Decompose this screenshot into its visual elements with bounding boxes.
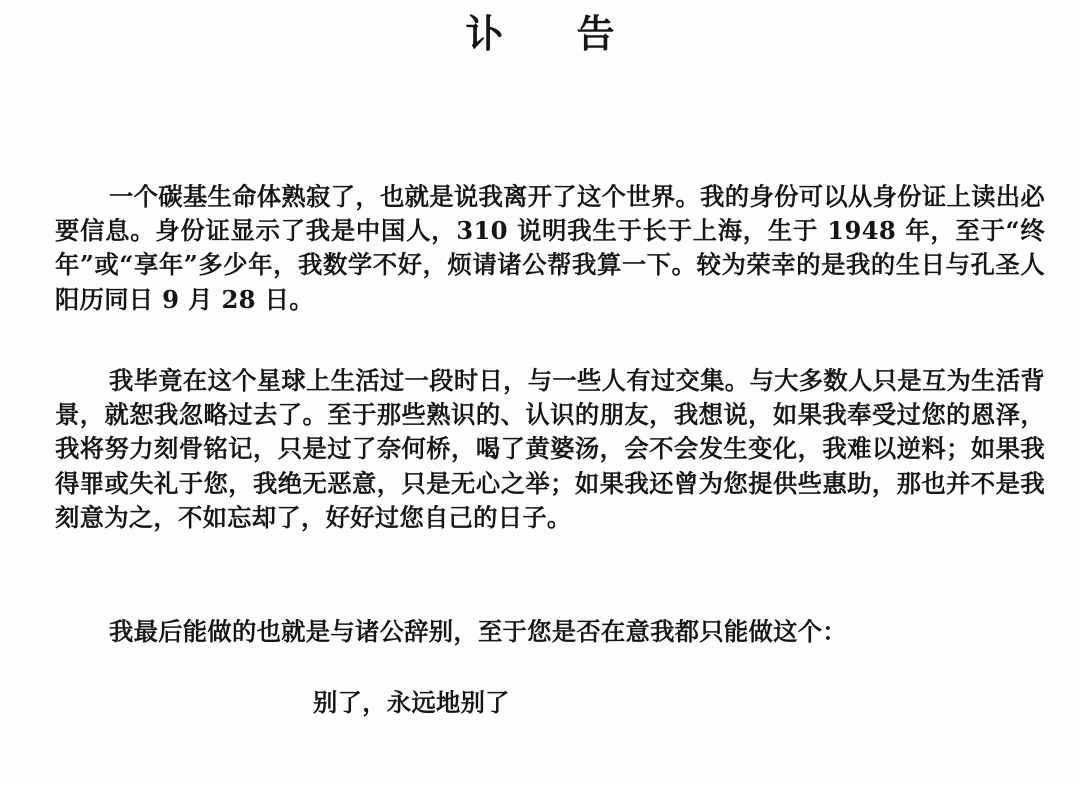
paragraph-farewell: 我最后能做的也就是与诸公辞别，至于您是否在意我都只能做这个： xyxy=(109,617,847,646)
paragraph-identity: 一个碳基生命体熟寂了，也就是说我离开了这个世界。我的身份可以从身份证上读出必要信息。身份证显示了我是中国人，310 说明我生于长于上海，生于 1948 年，至于“终年”或“享年”多少年，我数学不好，烦请诸公帮我算一下。较为荣幸的是我的生日与孔圣人阳历同日 9 月 28 日。 xyxy=(55,182,1045,314)
closing-line: 别了，永远地别了 xyxy=(313,688,510,717)
document-title: 讣 告 xyxy=(465,12,645,56)
paragraph-acquaintances: 我毕竟在这个星球上生活过一段时日，与一些人有过交集。与大多数人只是互为生活背景，就恕我忽略过去了。至于那些熟识的、认识的朋友，我想说，如果我奉受过您的恩泽，我将努力刻骨铭记，只是过了奈何桥，喝了黄婆汤，会不会发生变化，我难以逆料；如果我得罪或失礼于您，我绝无恶意，只是无心之举；如果我还曾为您提供些惠助，那也并不是我刻意为之，不如忘却了，好好过您自己的日子。 xyxy=(55,366,1045,532)
